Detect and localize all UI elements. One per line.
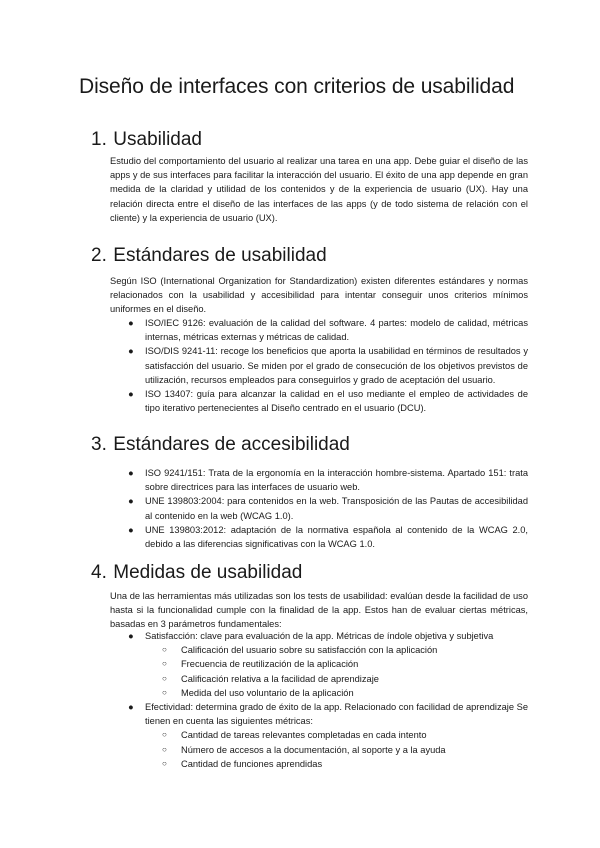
bullet-icon: ● xyxy=(128,524,134,535)
section-title: Estándares de usabilidad xyxy=(113,245,327,266)
section-number: 3. xyxy=(91,434,107,455)
list-item-text: ISO 13407: guía para alcanzar la calidad en el uso mediante el empleo de actividades de tipo iterativo pertenecientes al Diseño centrado en el usuario (DCU). xyxy=(145,389,528,414)
list-item-text: ISO 9241/151: Trata de la ergonomía en la interacción hombre-sistema. Apartado 151: trata sobre directrices para las interfaces de usuario web. xyxy=(145,468,528,493)
section-paragraph: Según ISO (International Organization for Standardization) existen diferentes estándares y normas relacionados con la usabilidad y accesibilidad para intentar conseguir unos criterios mínimos uniformes en el diseño. xyxy=(110,276,528,315)
section-paragraph: Una de las herramientas más utilizadas son los tests de usabilidad: evalúan desde la facilidad de uso hasta si la funcionalidad cumple con la finalidad de la app. Estos han de evaluar ciertas métricas, basadas en 3 parámetros fundamentales: xyxy=(110,591,528,630)
circle-bullet-icon: ○ xyxy=(162,687,167,697)
sub-list-item-text: Cantidad de tareas relevantes completadas en cada intento xyxy=(181,730,427,741)
bullet-icon: ● xyxy=(128,496,134,507)
sub-bullet-list xyxy=(145,643,528,700)
sub-list-item-text: Frecuencia de reutilización de la aplicación xyxy=(181,659,359,670)
sub-list-item-text: Medida del uso voluntario de la aplicación xyxy=(181,687,354,698)
circle-bullet-icon: ○ xyxy=(162,758,167,768)
bullet-icon: ● xyxy=(128,631,134,641)
sub-list-item-text: Número de accesos a la documentación, al soporte y a la ayuda xyxy=(181,744,446,755)
section-number: 4. xyxy=(91,562,107,583)
section-heading-medidas-usabilidad xyxy=(91,562,302,584)
section-title: Estándares de accesibilidad xyxy=(113,434,350,455)
sub-list-item xyxy=(145,686,528,700)
bullet-list xyxy=(110,629,528,771)
sub-list-item xyxy=(145,757,528,771)
list-item-text: ISO/DIS 9241-11: recoge los beneficios que aporta la usabilidad en términos de resultados y satisfacción del usuario. Se miden por el grado de consecución de los objetivos previstos de utilización, recursos empleados para conseguirlos y grado de aceptación del usuario. xyxy=(145,346,528,385)
sub-list-item xyxy=(145,643,528,657)
list-item xyxy=(110,387,528,415)
section-title: Medidas de usabilidad xyxy=(113,562,303,583)
sub-bullet-list xyxy=(145,728,528,771)
sub-list-item xyxy=(145,728,528,742)
list-item-text: ISO/IEC 9126: evaluación de la calidad del software. 4 partes: modelo de calidad, métricas internas, métricas externas y métricas de calidad. xyxy=(145,318,528,343)
section-number: 2. xyxy=(91,245,107,266)
list-item xyxy=(110,700,528,771)
list-item-text: UNE 139803:2012: adaptación de la normativa española al contenido de la WCAG 2.0, debido a las diferencias significativas con la WCAG 1.0. xyxy=(145,524,528,550)
section-paragraph: Estudio del comportamiento del usuario al realizar una tarea en una app. Debe guiar el diseño de las apps y de sus interfaces para facilitar la interacción del usuario. El éxito de una app depende en gran medida de la claridad y utilidad de los contenidos y de la experiencia de usuario (UX). Hay una relación directa entre el diseño de las interfaces de las apps (y de todo sistema de relación con el cliente) y la experiencia de usuario (UX). xyxy=(110,156,528,223)
circle-bullet-icon: ○ xyxy=(162,673,167,683)
sub-list-item xyxy=(145,672,528,686)
list-item-text: UNE 139803:2004: para contenidos en la web. Transposición de las Pautas de accesibilidad al contenido en la web (WCAG 1.0). xyxy=(145,496,528,521)
circle-bullet-icon: ○ xyxy=(162,744,167,754)
list-item-text: Efectividad: determina grado de éxito de la app. Relacionado con facilidad de aprendizaje Se tienen en cuenta las siguientes métricas: xyxy=(145,702,528,727)
circle-bullet-icon: ○ xyxy=(162,645,167,655)
bullet-icon: ● xyxy=(128,702,134,713)
document-title: Diseño de interfaces con criterios de usabilidad xyxy=(79,75,515,98)
circle-bullet-icon: ○ xyxy=(162,730,167,740)
section-title: Usabilidad xyxy=(113,129,203,150)
bullet-list xyxy=(110,316,528,415)
list-item-text: Satisfacción: clave para evaluación de la app. Métricas de índole objetiva y subjetiva xyxy=(145,631,494,641)
list-item xyxy=(110,344,528,387)
list-item xyxy=(110,466,528,494)
section-heading-usabilidad xyxy=(91,129,202,151)
section-number: 1. xyxy=(91,129,107,150)
circle-bullet-icon: ○ xyxy=(162,659,167,669)
bullet-list xyxy=(110,466,528,551)
bullet-icon: ● xyxy=(128,318,134,328)
list-item xyxy=(110,523,528,551)
section-heading-estandares-accesibilidad xyxy=(91,434,350,456)
list-item xyxy=(110,316,528,344)
bullet-icon: ● xyxy=(128,389,134,400)
bullet-icon: ● xyxy=(128,468,134,478)
section-heading-estandares-usabilidad xyxy=(91,245,327,267)
bullet-icon: ● xyxy=(128,346,134,357)
list-item xyxy=(110,629,528,700)
list-item xyxy=(110,494,528,522)
sub-list-item xyxy=(145,743,528,757)
sub-list-item-text: Cantidad de funciones aprendidas xyxy=(181,758,323,769)
sub-list-item-text: Calificación del usuario sobre su satisfacción con la aplicación xyxy=(181,645,438,656)
sub-list-item xyxy=(145,657,528,671)
sub-list-item-text: Calificación relativa a la facilidad de aprendizaje xyxy=(181,673,379,684)
